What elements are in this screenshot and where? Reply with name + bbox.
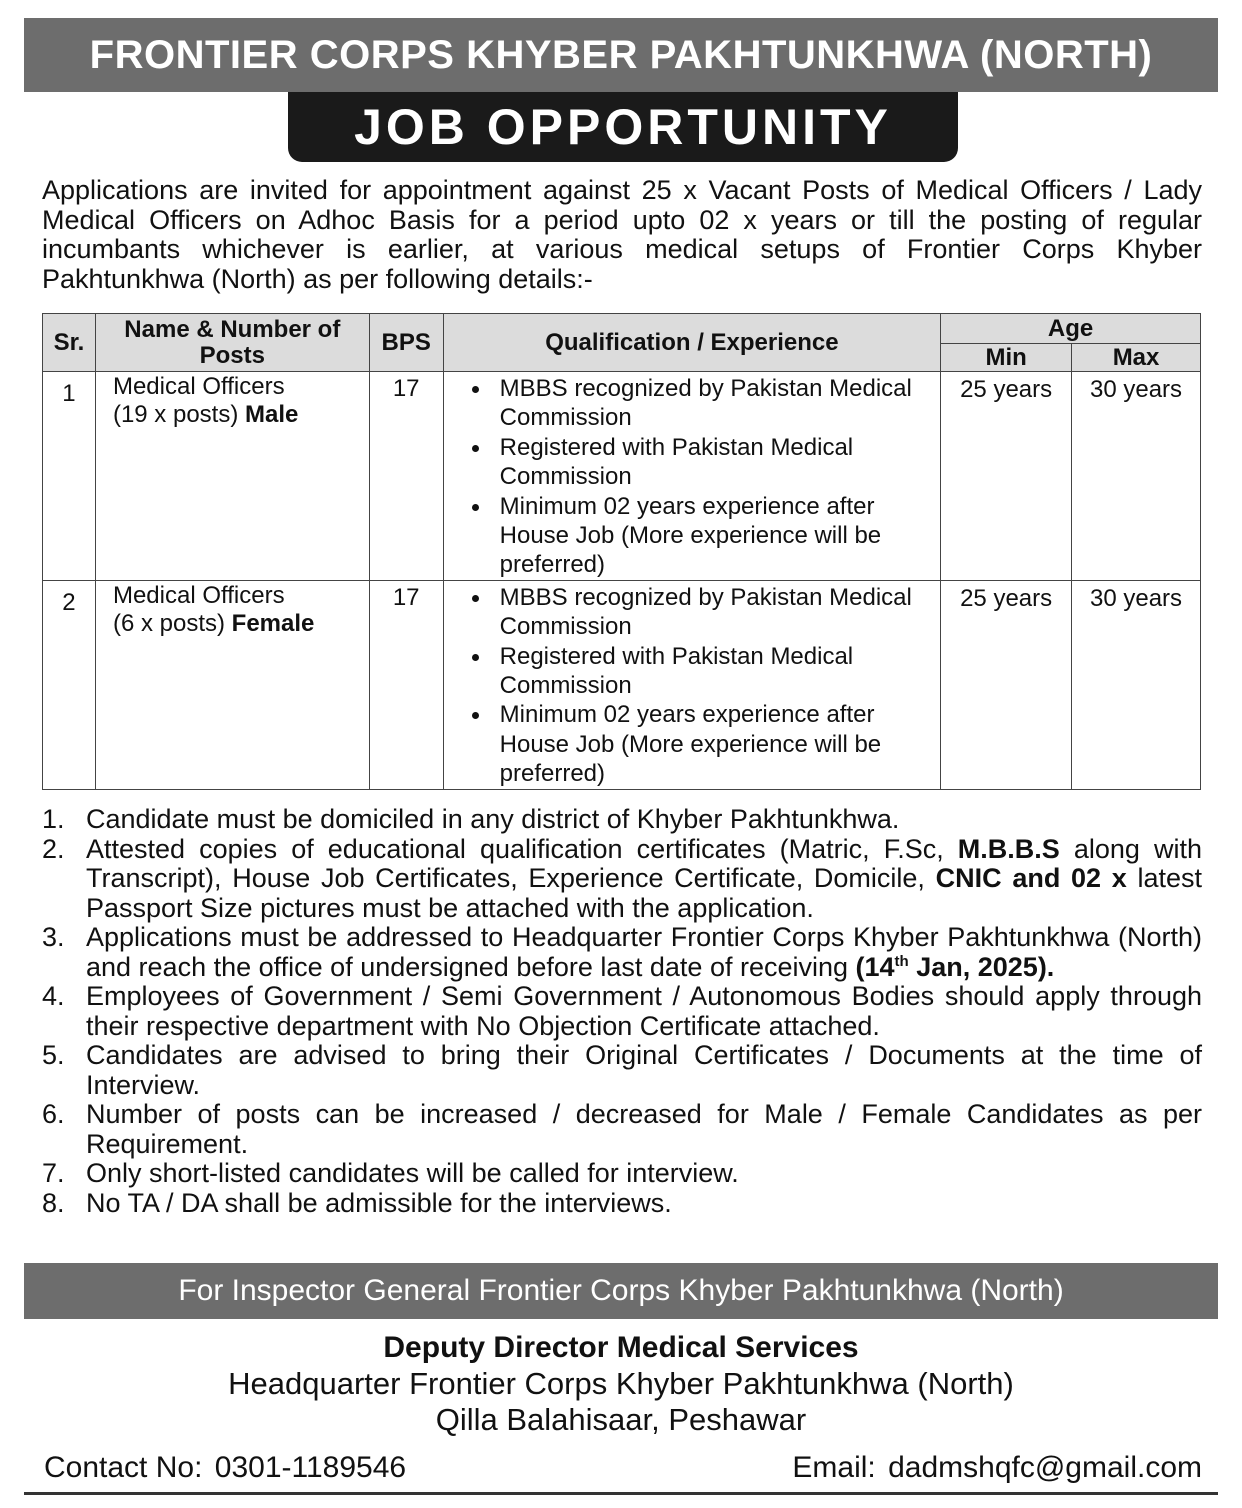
note-text: along with Transcript), House Job Certificates, Experience Certificate, Domicile, (86, 833, 1202, 893)
post-gender: Female (231, 609, 315, 637)
posts-table (42, 313, 1201, 790)
post-count (113, 610, 369, 638)
last-date-month: Jan, 2025). (908, 951, 1055, 982)
list-number: 6. (42, 1099, 65, 1129)
job-opportunity-title: JOB OPPORTUNITY (288, 92, 958, 162)
list-item (42, 1159, 1202, 1189)
note-text: Candidates are advised to bring their Original Certificates / Documents at the time of Interview. (86, 1040, 1202, 1100)
post-number: (19 x posts) (112, 401, 239, 428)
signatory-hq: Headquarter Frontier Corps Khyber Pakhtunkhwa (North) (228, 1366, 1014, 1401)
list-number: 5. (42, 1040, 65, 1070)
list-number: 1. (42, 804, 65, 834)
note-text: Attested copies of educational qualification certificates (Matric, F.Sc, (86, 833, 958, 864)
header-min-age: Min (941, 344, 1072, 372)
list-number: 2. (42, 833, 65, 864)
note-text: No TA / DA shall be admissible for the interviews. (86, 1187, 672, 1218)
row-bps: 17 (369, 580, 443, 789)
post-gender: Male (245, 401, 299, 428)
row-sr: 1 (43, 372, 96, 581)
list-item (42, 1189, 1202, 1219)
row-max-age: 30 years (1072, 372, 1201, 581)
row-min-age: 25 years (941, 580, 1072, 789)
note-text: Applications must be addressed to Headquarter Frontier Corps Khyber Pakhtunkhwa (North) and reach the office of undersigned before last date of receiving (86, 922, 1202, 982)
list-item (42, 805, 1202, 835)
post-title: Medical Officers (112, 581, 285, 609)
signatory-title: Deputy Director Medical Services (383, 1331, 859, 1364)
organization-banner: FRONTIER CORPS KHYBER PAKHTUNKHWA (NORTH) (24, 18, 1218, 92)
post-count (113, 401, 369, 429)
list-number: 3. (42, 922, 65, 952)
header-max-age: Max (1072, 344, 1201, 372)
row-qualification (443, 372, 941, 581)
qualification-item: Registered with Pakistan Medical Commission (468, 433, 935, 492)
row-sr: 2 (43, 580, 96, 789)
table-row (43, 372, 1201, 581)
contact-label: Contact No: (44, 1451, 203, 1484)
conditions-list (42, 805, 1202, 1218)
list-item (42, 923, 1202, 982)
signatory-address: Qilla Balahisaar, Peshawar (435, 1402, 807, 1437)
note-text: Only short-listed candidates will be called for interview. (86, 1158, 739, 1188)
list-item (42, 1041, 1202, 1100)
list-item (42, 1100, 1202, 1159)
row-max-age: 30 years (1072, 580, 1201, 789)
header-age: Age (941, 314, 1201, 344)
row-post-name (95, 372, 369, 581)
phone-number[interactable]: 0301-1189546 (214, 1451, 407, 1484)
note-text: latest Passport Size pictures must be attached with the application. (86, 863, 1202, 923)
qualification-item: Registered with Pakistan Medical Commission (468, 642, 935, 701)
note-emphasis: M.B.B.S (957, 833, 1060, 864)
row-qualification (443, 580, 941, 789)
for-inspector-banner: For Inspector General Frontier Corps Khyber Pakhtunkhwa (North) (24, 1263, 1218, 1319)
qualification-item: Minimum 02 years experience after House Job (More experience will be preferred) (468, 492, 935, 580)
last-date (856, 952, 1055, 982)
email-contact (792, 1448, 1202, 1488)
contact-number (44, 1448, 406, 1488)
qualification-item: MBBS recognized by Pakistan Medical Commission (468, 374, 935, 433)
qualification-item: Minimum 02 years experience after House Job (More experience will be preferred) (468, 700, 935, 788)
post-number: (6 x posts) (112, 609, 225, 637)
list-number: 8. (42, 1187, 65, 1218)
note-text: Employees of Government / Semi Government / Autonomous Bodies should apply through their respective department with No Objection Certificate attached. (86, 981, 1202, 1041)
list-number: 7. (42, 1158, 65, 1188)
bottom-divider (24, 1492, 1218, 1495)
row-post-name (95, 580, 369, 789)
last-date-suffix: th (894, 952, 909, 970)
list-item (42, 982, 1202, 1041)
post-title: Medical Officers (112, 373, 285, 400)
list-number: 4. (42, 981, 65, 1011)
note-text: Number of posts can be increased / decreased for Male / Female Candidates as per Requirement. (86, 1099, 1202, 1159)
qualification-item: MBBS recognized by Pakistan Medical Commission (468, 583, 935, 642)
header-name: Name & Number of Posts (95, 314, 369, 372)
note-emphasis: CNIC and 02 x (935, 863, 1127, 893)
email-label: Email: (792, 1451, 876, 1484)
email-address[interactable]: dadmshqfc@gmail.com (888, 1451, 1202, 1484)
header-qualification: Qualification / Experience (443, 314, 941, 372)
note-text: Candidate must be domiciled in any district of Khyber Pakhtunkhwa. (86, 804, 900, 834)
last-date-day: (14 (855, 951, 895, 982)
intro-paragraph: Applications are invited for appointment against 25 x Vacant Posts of Medical Officers / Lady Medical Officers on Adhoc Basis for a period upto 02 x years or till the posting of regular incumbants whichever is earlier, at various medical setups of Frontier Corps Khyber Pakhtunkhwa (North) as per following details:- (42, 175, 1202, 294)
list-item (42, 835, 1202, 924)
header-sr: Sr. (43, 314, 96, 372)
header-bps: BPS (369, 314, 443, 372)
table-row (43, 580, 1201, 789)
row-bps: 17 (369, 372, 443, 581)
row-min-age: 25 years (941, 372, 1072, 581)
